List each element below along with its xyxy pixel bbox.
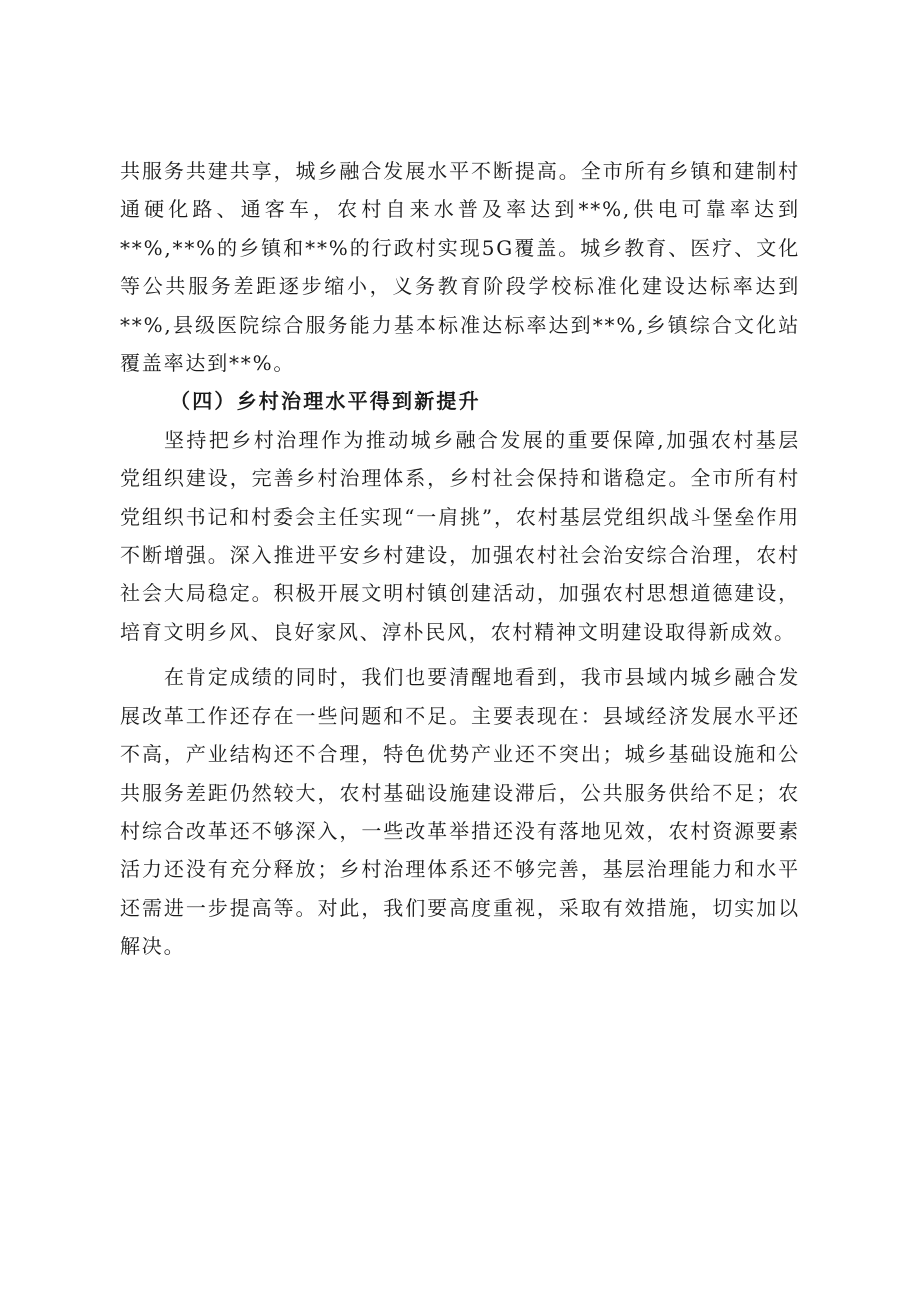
paragraph-rural-governance: 坚持把乡村治理作为推动城乡融合发展的重要保障,加强农村基层党组织建设，完善乡村治理体系，乡村社会保持和谐稳定。全市所有村党组织书记和村委会主任实现“一肩挑”，农村基层党组织战斗堡垒作用不断增强。深入推进平安乡村建设，加强农村社会治安综合治理，农村社会大局稳定。积极开展文明村镇创建活动，加强农村思想道德建设，培育文明乡风、良好家风、淳朴民风，农村精神文明建设取得新成效。 [120,427,800,644]
paragraph-problems: 在肯定成绩的同时，我们也要清醒地看到，我市县域内城乡融合发展改革工作还存在一些问题和不足。主要表现在：县域经济发展水平还不高，产业结构还不合理，特色优势产业还不突出；城乡基础设施和公共服务差距仍然较大，农村基础设施建设滞后，公共服务供给不足；农村综合改革还不够深入，一些改革举措还没有落地见效，农村资源要素活力还没有充分释放；乡村治理体系还不够完善，基层治理能力和水平还需进一步提高等。对此，我们要高度重视，采取有效措施，切实加以解决。 [120,665,800,959]
document-body [120,152,800,966]
paragraph-public-services: 共服务共建共享，城乡融合发展水平不断提高。全市所有乡镇和建制村通硬化路、通客车，农村自来水普及率达到**%,供电可靠率达到**%,**%的乡镇和**%的行政村实现5G覆盖。城乡教育、医疗、文化等公共服务差距逐步缩小，义务教育阶段学校标准化建设达标率达到**%,县级医院综合服务能力基本标准达标率达到**%,乡镇综合文化站覆盖率达到**%。 [120,159,800,376]
section-heading: （四）乡村治理水平得到新提升 [170,389,481,414]
